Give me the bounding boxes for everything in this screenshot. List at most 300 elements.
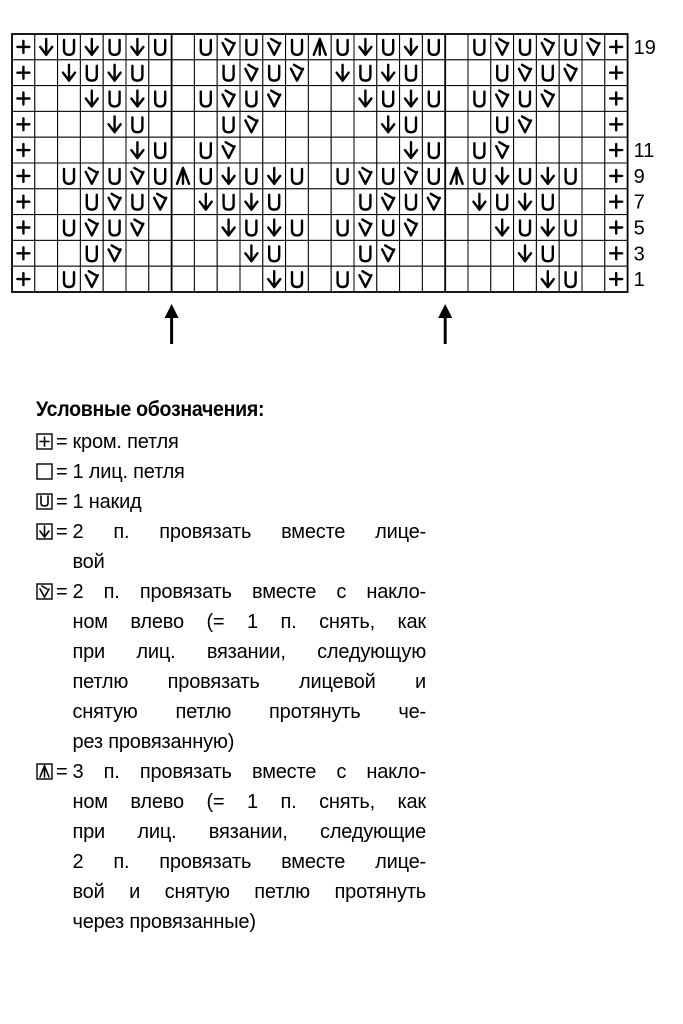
chart-cell xyxy=(286,111,309,137)
chart-cell-symbol xyxy=(400,137,423,163)
chart-cell xyxy=(536,111,559,137)
chart-cell xyxy=(377,266,400,292)
chart-cell-symbol xyxy=(354,60,377,86)
chart-cell-symbol xyxy=(263,60,286,86)
chart-cell-symbol xyxy=(80,163,103,189)
chart-cell-symbol xyxy=(514,86,537,112)
chart-cell-symbol xyxy=(149,163,172,189)
chart-cell-symbol xyxy=(80,60,103,86)
legend-text-line: ном влево (= 1 п. снять, как xyxy=(72,611,426,633)
chart-cell-symbol xyxy=(377,86,400,112)
chart-cell xyxy=(308,266,331,292)
chart-cell-symbol xyxy=(126,163,149,189)
chart-cell xyxy=(331,240,354,266)
chart-cell-symbol xyxy=(126,137,149,163)
chart-cell-symbol xyxy=(80,189,103,215)
chart-cell-symbol xyxy=(80,266,103,292)
equals-sign: = xyxy=(56,431,68,453)
chart-cell-symbol xyxy=(331,215,354,241)
chart-cell xyxy=(331,189,354,215)
chart-cell-symbol xyxy=(103,111,126,137)
chart-cell xyxy=(217,266,240,292)
chart-cell xyxy=(80,137,103,163)
chart-cell-symbol xyxy=(217,189,240,215)
chart-cell-symbol xyxy=(491,111,514,137)
chart-cell-symbol xyxy=(331,34,354,60)
legend-text-line: 1 накид xyxy=(72,491,142,513)
chart-cell xyxy=(58,86,81,112)
chart-cell xyxy=(240,266,263,292)
chart-cell xyxy=(422,266,445,292)
legend-item-text xyxy=(72,517,426,577)
chart-cell xyxy=(35,137,58,163)
chart-cell-symbol xyxy=(80,34,103,60)
chart-cell-symbol xyxy=(217,163,240,189)
chart-cell-symbol xyxy=(514,111,537,137)
chart-cell-symbol xyxy=(80,215,103,241)
chart-cell-symbol xyxy=(491,189,514,215)
chart-cell-symbol xyxy=(12,240,35,266)
chart-cell xyxy=(331,137,354,163)
chart-cell xyxy=(58,240,81,266)
chart-cell xyxy=(491,266,514,292)
chart-cell-symbol xyxy=(400,34,423,60)
chart-cell xyxy=(445,266,468,292)
chart-cell-symbol xyxy=(354,34,377,60)
chart-cell xyxy=(172,215,195,241)
chart-cell xyxy=(286,86,309,112)
chart-cell xyxy=(308,215,331,241)
chart-cell-symbol xyxy=(240,86,263,112)
chart-cell xyxy=(331,86,354,112)
legend-item xyxy=(36,487,426,517)
ssk-icon xyxy=(36,583,53,600)
row-number-label: 5 xyxy=(633,217,645,240)
chart-cell xyxy=(582,163,605,189)
chart-cell-symbol xyxy=(286,34,309,60)
legend-item xyxy=(36,427,426,457)
chart-cell xyxy=(559,111,582,137)
chart-cell xyxy=(308,86,331,112)
chart-cell xyxy=(149,266,172,292)
chart-cell-symbol xyxy=(422,86,445,112)
chart-cell xyxy=(582,189,605,215)
chart-cell xyxy=(308,111,331,137)
chart-cell xyxy=(536,137,559,163)
chart-cell xyxy=(172,266,195,292)
row-number-label: 11 xyxy=(633,140,655,163)
legend-text-line: при лиц. вязании, следующие xyxy=(72,821,426,843)
chart-cell xyxy=(422,215,445,241)
chart-cell-symbol xyxy=(240,189,263,215)
chart-cell xyxy=(194,240,217,266)
chart-cell-symbol xyxy=(491,163,514,189)
legend-title: Условные обозначения: xyxy=(36,398,265,421)
chart-cell xyxy=(582,60,605,86)
chart-cell-symbol xyxy=(400,111,423,137)
legend-items xyxy=(36,427,426,937)
legend-text-line: вой и снятую петлю протянуть xyxy=(72,881,426,903)
chart-cell xyxy=(35,189,58,215)
chart-cell-symbol xyxy=(605,60,628,86)
chart-cell xyxy=(263,137,286,163)
chart-cell-symbol xyxy=(377,34,400,60)
chart-cell-symbol xyxy=(354,163,377,189)
chart-cell-symbol xyxy=(605,163,628,189)
chart-cell-symbol xyxy=(354,240,377,266)
chart-cell-symbol xyxy=(331,60,354,86)
chart-cell xyxy=(149,240,172,266)
legend-text-line: при лиц. вязании, следующую xyxy=(72,641,426,663)
chart-cell-symbol xyxy=(263,34,286,60)
chart-cell-symbol xyxy=(217,215,240,241)
chart-cell-symbol xyxy=(514,163,537,189)
legend-text-line: вой xyxy=(72,551,105,573)
chart-cell-symbol xyxy=(514,34,537,60)
chart-cell xyxy=(103,266,126,292)
chart-cell-symbol xyxy=(536,34,559,60)
chart-cell-symbol xyxy=(103,86,126,112)
chart-cell xyxy=(582,266,605,292)
chart-cell-symbol xyxy=(468,163,491,189)
chart-cell-symbol xyxy=(126,215,149,241)
chart-cell-symbol xyxy=(377,215,400,241)
legend xyxy=(36,398,426,937)
chart-cell xyxy=(194,266,217,292)
chart-cell-symbol xyxy=(263,163,286,189)
chart-cell-symbol xyxy=(605,240,628,266)
legend-text-line: 3 п. провязать вместе с накло- xyxy=(72,761,426,783)
chart-cell-symbol xyxy=(149,189,172,215)
chart-cell-symbol xyxy=(12,266,35,292)
chart-cell-symbol xyxy=(491,60,514,86)
chart-cell-symbol xyxy=(126,189,149,215)
chart-cell-symbol xyxy=(536,163,559,189)
chart-cell xyxy=(422,60,445,86)
chart-cell-symbol xyxy=(491,34,514,60)
chart-cell xyxy=(35,111,58,137)
chart-cell xyxy=(35,266,58,292)
legend-item xyxy=(36,757,426,937)
chart-cell xyxy=(172,86,195,112)
chart-cell-symbol xyxy=(377,111,400,137)
sk2p-icon xyxy=(36,763,53,780)
chart-cell xyxy=(286,189,309,215)
chart-cell-symbol xyxy=(605,189,628,215)
chart-cell-symbol xyxy=(12,163,35,189)
legend-item-text xyxy=(72,457,426,487)
chart-cell-symbol xyxy=(103,215,126,241)
chart-cell xyxy=(35,215,58,241)
chart-cell-symbol xyxy=(240,163,263,189)
chart-cell-symbol xyxy=(286,266,309,292)
equals-sign: = xyxy=(56,461,68,483)
equals-sign: = xyxy=(56,521,68,543)
chart-cell xyxy=(468,111,491,137)
chart-cell-symbol xyxy=(468,137,491,163)
chart-cell xyxy=(35,86,58,112)
chart-cell-symbol xyxy=(514,189,537,215)
chart-cell xyxy=(445,215,468,241)
legend-text-line: снятую петлю протянуть че- xyxy=(72,701,426,723)
chart-cell-symbol xyxy=(12,215,35,241)
chart-cell xyxy=(400,266,423,292)
chart-cell-symbol xyxy=(12,86,35,112)
chart-cell-symbol xyxy=(217,86,240,112)
legend-text-line: петлю провязать лицевой и xyxy=(72,671,426,693)
chart-cell xyxy=(308,240,331,266)
chart-cell xyxy=(582,137,605,163)
chart-cell-symbol xyxy=(194,86,217,112)
chart-cell-symbol xyxy=(400,163,423,189)
chart-cell-symbol xyxy=(149,137,172,163)
k2tog-icon xyxy=(36,523,53,540)
chart-cell xyxy=(445,189,468,215)
chart-cell xyxy=(559,240,582,266)
chart-cell-symbol xyxy=(240,60,263,86)
chart-cell xyxy=(582,240,605,266)
chart-cell-symbol xyxy=(354,86,377,112)
chart-cell-symbol xyxy=(422,189,445,215)
row-number-label: 3 xyxy=(633,243,645,266)
chart-cell xyxy=(35,163,58,189)
chart-cell-symbol xyxy=(422,163,445,189)
chart-cell-symbol xyxy=(149,34,172,60)
chart-cell-symbol xyxy=(194,163,217,189)
chart-cell-symbol xyxy=(149,86,172,112)
chart-cell-symbol xyxy=(286,60,309,86)
equals-sign: = xyxy=(56,491,68,513)
chart-cell-symbol xyxy=(422,137,445,163)
chart-cell xyxy=(377,137,400,163)
chart-cell xyxy=(149,215,172,241)
chart-cell-symbol xyxy=(286,215,309,241)
chart-cell xyxy=(422,240,445,266)
chart-cell xyxy=(126,240,149,266)
chart-cell xyxy=(582,86,605,112)
legend-item-text xyxy=(72,577,426,757)
chart-cell xyxy=(172,60,195,86)
chart-cell-symbol xyxy=(400,60,423,86)
chart-cell-symbol xyxy=(194,34,217,60)
chart-cell-symbol xyxy=(80,86,103,112)
chart-cell-symbol xyxy=(536,215,559,241)
chart-cell xyxy=(559,189,582,215)
chart-cell-symbol xyxy=(263,189,286,215)
legend-text-line: рез провязанную) xyxy=(72,731,235,753)
legend-text-line: кром. петля xyxy=(72,431,179,453)
chart-cell-symbol xyxy=(559,266,582,292)
chart-cell-symbol xyxy=(468,189,491,215)
chart-cell-symbol xyxy=(377,240,400,266)
chart-cell xyxy=(445,34,468,60)
chart-cell-symbol xyxy=(286,163,309,189)
chart-cell xyxy=(468,215,491,241)
chart-cell-symbol xyxy=(536,266,559,292)
chart-cell-symbol xyxy=(400,86,423,112)
legend-item xyxy=(36,457,426,487)
chart-cell xyxy=(308,137,331,163)
chart-cell xyxy=(445,60,468,86)
chart-cell-symbol xyxy=(103,163,126,189)
chart-cell xyxy=(172,137,195,163)
chart-cell-symbol xyxy=(240,215,263,241)
chart-cell xyxy=(286,137,309,163)
chart-cell-symbol xyxy=(491,137,514,163)
chart-cell-symbol xyxy=(58,163,81,189)
chart-cell-symbol xyxy=(559,34,582,60)
repeat-arrow-icon xyxy=(165,304,179,344)
chart-cell-symbol xyxy=(605,137,628,163)
chart-cell-symbol xyxy=(331,266,354,292)
chart-cell xyxy=(126,266,149,292)
chart-cell-symbol xyxy=(217,34,240,60)
chart-cell-symbol xyxy=(514,215,537,241)
chart-cell-symbol xyxy=(354,266,377,292)
row-number-label: 9 xyxy=(633,165,645,188)
chart-cell-symbol xyxy=(103,60,126,86)
chart-cell xyxy=(445,111,468,137)
legend-text-line: 2 п. провязать вместе лице- xyxy=(72,851,426,873)
row-number-label: 19 xyxy=(633,36,656,59)
chart-cell xyxy=(514,137,537,163)
chart-cell-symbol xyxy=(331,163,354,189)
chart-cell-symbol xyxy=(422,34,445,60)
chart-cell-symbol xyxy=(559,215,582,241)
chart-cell-symbol xyxy=(172,163,195,189)
chart-cell-symbol xyxy=(514,60,537,86)
chart-cell xyxy=(308,189,331,215)
chart-cell-symbol xyxy=(559,163,582,189)
chart-cell-symbol xyxy=(103,189,126,215)
chart-cell-symbol xyxy=(126,111,149,137)
chart-cell-symbol xyxy=(217,111,240,137)
chart-cell xyxy=(103,137,126,163)
chart-cell xyxy=(172,240,195,266)
chart-cell-symbol xyxy=(126,60,149,86)
chart-cell-symbol xyxy=(400,189,423,215)
legend-text-line: 2 п. провязать вместе с накло- xyxy=(72,581,426,603)
chart-cell xyxy=(559,86,582,112)
chart-cell-symbol xyxy=(12,137,35,163)
row-number-label: 1 xyxy=(633,269,645,292)
chart-cell-symbol xyxy=(536,240,559,266)
chart-cell xyxy=(308,163,331,189)
chart-cell xyxy=(149,60,172,86)
legend-text-line: 2 п. провязать вместе лице- xyxy=(72,521,426,543)
legend-item xyxy=(36,577,426,757)
repeat-arrow-icon xyxy=(438,304,452,344)
chart-cell xyxy=(354,137,377,163)
chart-cell-symbol xyxy=(536,86,559,112)
chart-cell-symbol xyxy=(536,60,559,86)
chart-cell-symbol xyxy=(103,240,126,266)
chart-cell-symbol xyxy=(308,34,331,60)
chart-cell-symbol xyxy=(263,240,286,266)
legend-text-line: через провязанные) xyxy=(72,911,256,933)
chart-cell xyxy=(194,215,217,241)
chart-cell-symbol xyxy=(35,34,58,60)
chart-cell xyxy=(286,240,309,266)
chart-cell-symbol xyxy=(58,266,81,292)
chart-cell-symbol xyxy=(400,215,423,241)
chart-cell-symbol xyxy=(468,86,491,112)
chart-cell-symbol xyxy=(126,86,149,112)
chart-cell-symbol xyxy=(126,34,149,60)
chart-cell xyxy=(58,111,81,137)
chart-cell-symbol xyxy=(536,189,559,215)
chart-cell-symbol xyxy=(605,215,628,241)
chart-cell xyxy=(514,266,537,292)
chart-cell-symbol xyxy=(559,60,582,86)
chart-cell xyxy=(35,60,58,86)
chart-cell xyxy=(559,137,582,163)
chart-cell xyxy=(468,266,491,292)
chart-cell xyxy=(400,240,423,266)
chart-cell xyxy=(35,240,58,266)
yarn-over-icon xyxy=(36,493,53,510)
chart-cell xyxy=(80,111,103,137)
chart-cell-symbol xyxy=(194,137,217,163)
chart-cell-symbol xyxy=(605,266,628,292)
chart-cell xyxy=(445,86,468,112)
chart-cell xyxy=(354,111,377,137)
knit-stitch-icon xyxy=(36,463,53,480)
legend-item-text xyxy=(72,757,426,937)
legend-item-text xyxy=(72,427,426,457)
chart-cell-symbol xyxy=(240,111,263,137)
chart-cell-symbol xyxy=(217,137,240,163)
chart-cell-symbol xyxy=(605,111,628,137)
chart-cell-symbol xyxy=(12,34,35,60)
chart-cell xyxy=(172,111,195,137)
chart-cell-symbol xyxy=(491,215,514,241)
chart-cell-symbol xyxy=(514,240,537,266)
chart-cell xyxy=(582,215,605,241)
chart-cell-symbol xyxy=(377,189,400,215)
chart-cell-symbol xyxy=(263,86,286,112)
chart-cell-symbol xyxy=(377,60,400,86)
chart-cell xyxy=(149,111,172,137)
edge-stitch-icon xyxy=(36,433,53,450)
chart-cell xyxy=(172,189,195,215)
chart-cell xyxy=(172,34,195,60)
chart-cell-symbol xyxy=(605,34,628,60)
chart-cell-symbol xyxy=(468,34,491,60)
chart-cell xyxy=(468,60,491,86)
legend-text-line: ном влево (= 1 п. снять, как xyxy=(72,791,426,813)
legend-text-line: 1 лиц. петля xyxy=(72,461,185,483)
chart-cell xyxy=(308,60,331,86)
chart-cell-symbol xyxy=(217,60,240,86)
chart-cell-symbol xyxy=(103,34,126,60)
chart-cell-symbol xyxy=(12,189,35,215)
chart-cell-symbol xyxy=(377,163,400,189)
chart-cell xyxy=(58,189,81,215)
chart-cell-symbol xyxy=(354,215,377,241)
equals-sign: = xyxy=(56,761,68,783)
chart-cell xyxy=(445,240,468,266)
chart-cell xyxy=(194,60,217,86)
chart-cell xyxy=(422,111,445,137)
legend-item xyxy=(36,517,426,577)
chart-cell-symbol xyxy=(445,163,468,189)
chart-cell-symbol xyxy=(12,60,35,86)
chart-cell-symbol xyxy=(12,111,35,137)
chart-cell-symbol xyxy=(263,215,286,241)
legend-item-text xyxy=(72,487,426,517)
chart-cell-symbol xyxy=(194,189,217,215)
